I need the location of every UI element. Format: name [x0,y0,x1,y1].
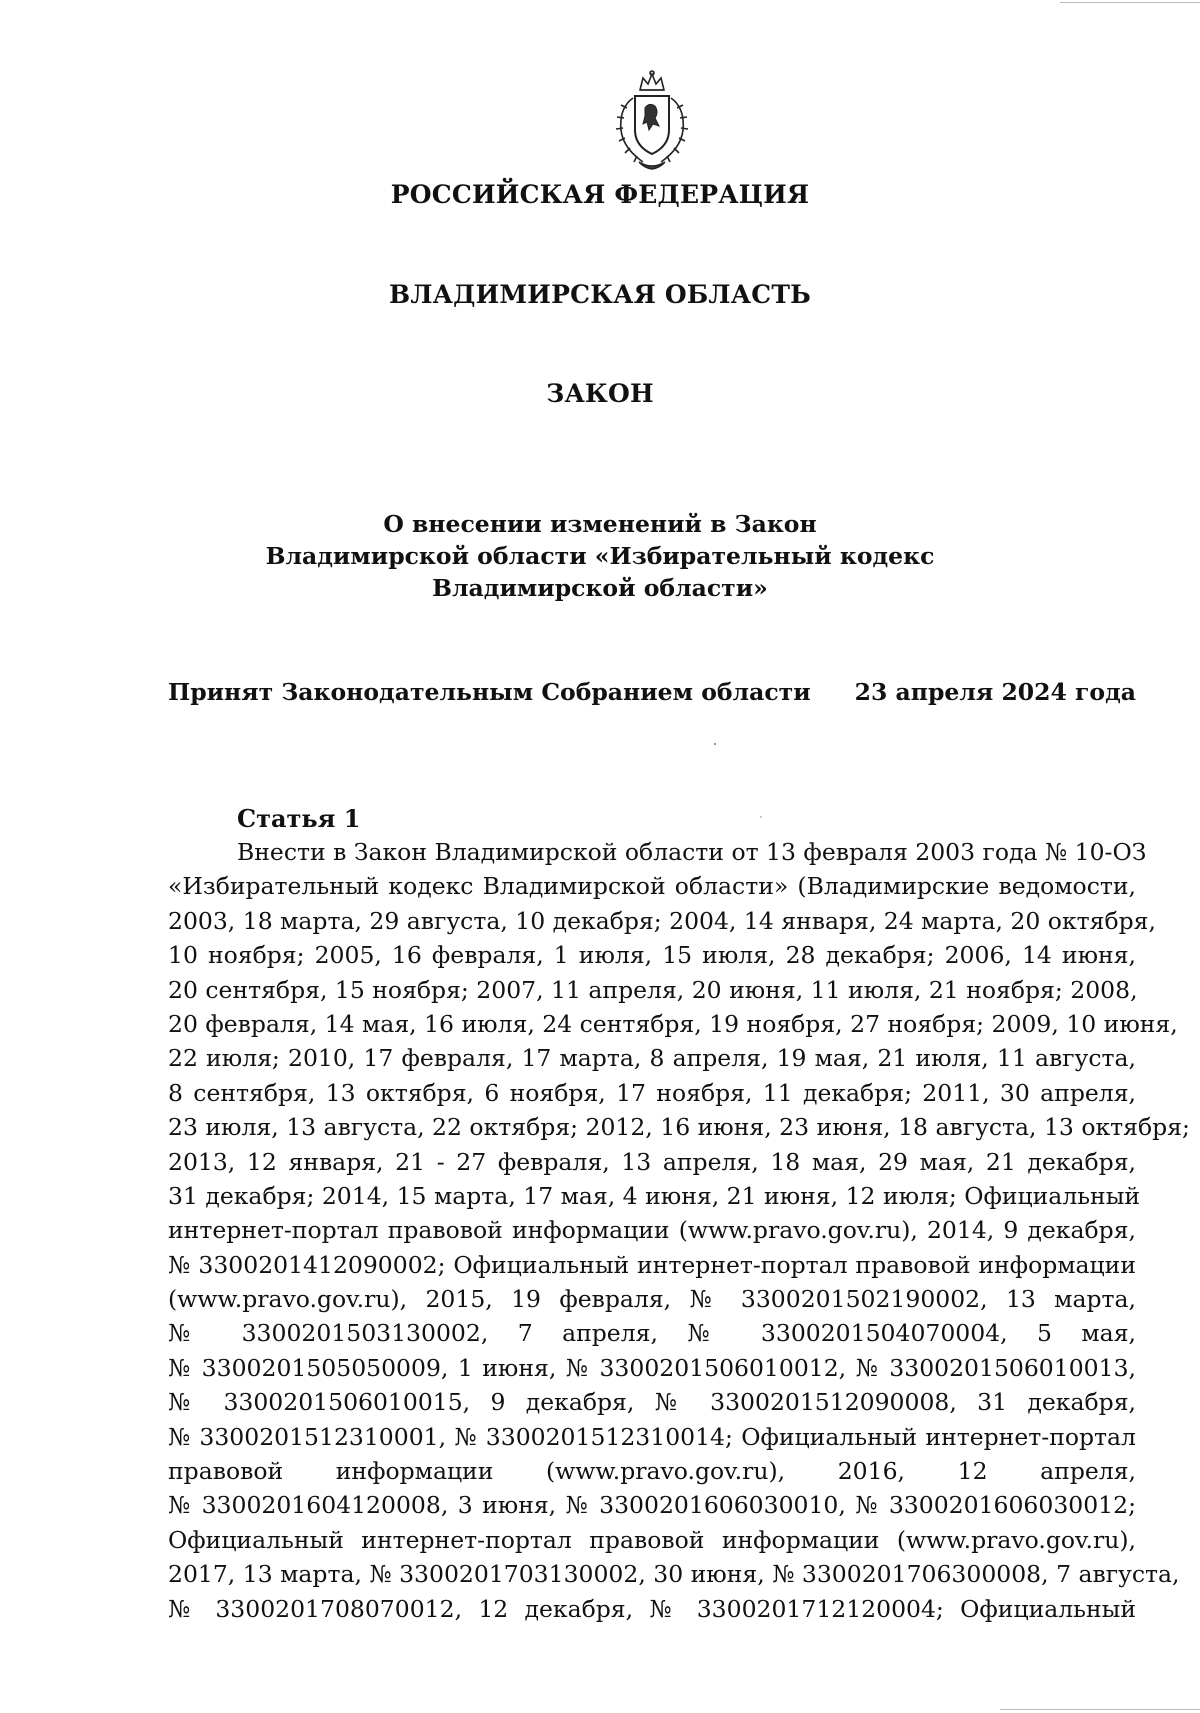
article-text-line: № 3300201505050009, 1 июня, № 3300201506010012, № 3300201506010013, [168,1353,1136,1382]
article-text-line: № 3300201503130002, 7 апреля, № 3300201504070004, 5 мая, [168,1319,1136,1348]
adoption-label: Принят Законодательным Собранием области [168,678,811,706]
law-title-line: Владимирской области» [432,574,768,602]
scan-edge-mark [1060,2,1200,3]
scan-speck [714,743,716,745]
article-text-line: № 3300201708070012, 12 декабря, № 3300201712120004; Официальный [168,1594,1136,1623]
scan-edge-mark [1000,1709,1200,1710]
article-text-line: № 3300201604120008, 3 июня, № 3300201606030010, № 3300201606030012; [168,1491,1136,1520]
article-text-line: Внести в Закон Владимирской области от 13 февраля 2003 года № 10-ОЗ [237,838,1147,866]
country-heading: РОССИЙСКАЯ ФЕДЕРАЦИЯ [390,180,810,209]
adoption-row [168,676,1136,708]
document-type-heading: ЗАКОН [546,379,654,408]
scan-speck [760,816,762,818]
article-text-line: 23 июля, 13 августа, 22 октября; 2012, 16 июня, 23 июня, 18 августа, 13 октября; [168,1113,1190,1142]
article-text-line: 8 сентября, 13 октября, 6 ноября, 17 ноября, 11 декабря; 2011, 30 апреля, [168,1078,1136,1107]
region-heading: ВЛАДИМИРСКАЯ ОБЛАСТЬ [388,280,812,309]
article-text-line: правовой информации (www.pravo.gov.ru), 2016, 12 апреля, [168,1457,1136,1486]
article-text-line: № 3300201506010015, 9 декабря, № 3300201512090008, 31 декабря, [168,1388,1136,1417]
article-text-line: № 3300201412090002; Официальный интернет-портал правовой информации [168,1250,1136,1279]
law-title [0,508,1200,604]
article-body [168,835,1190,1626]
law-title-line: Владимирской области «Избирательный кодекс [265,542,935,570]
article-heading: Статья 1 [237,804,361,833]
coat-of-arms-icon [605,68,699,174]
article-text-line: Официальный интернет-портал правовой информации (www.pravo.gov.ru), [168,1525,1136,1554]
adoption-date: 23 апреля 2024 года [854,678,1136,706]
article-text-line: 22 июля; 2010, 17 февраля, 17 марта, 8 апреля, 19 мая, 21 июля, 11 августа, [168,1044,1136,1073]
article-text-line: 31 декабря; 2014, 15 марта, 17 мая, 4 июня, 21 июня, 12 июля; Официальный [168,1181,1141,1210]
article-text-line: 2017, 13 марта, № 3300201703130002, 30 июня, № 3300201706300008, 7 августа, [168,1560,1180,1589]
article-text-line: № 3300201512310001, № 3300201512310014; Официальный интернет-портал [168,1422,1136,1451]
article-text-line: 2003, 18 марта, 29 августа, 10 декабря; 2004, 14 января, 24 марта, 20 октября, [168,906,1156,935]
article-text-line: интернет-портал правовой информации (www.pravo.gov.ru), 2014, 9 декабря, [168,1216,1136,1245]
article-text-line: 2013, 12 января, 21 - 27 февраля, 13 апреля, 18 мая, 29 мая, 21 декабря, [168,1147,1136,1176]
article-text-line: 20 февраля, 14 мая, 16 июля, 24 сентября, 19 ноября, 27 ноября; 2009, 10 июня, [168,1009,1178,1038]
article-text-line: 20 сентября, 15 ноября; 2007, 11 апреля, 20 июня, 11 июля, 21 ноября; 2008, [168,975,1138,1004]
law-title-line: О внесении изменений в Закон [383,510,817,538]
article-text-line: (www.pravo.gov.ru), 2015, 19 февраля, № 3300201502190002, 13 марта, [168,1285,1136,1314]
article-text-line: 10 ноября; 2005, 16 февраля, 1 июля, 15 июля, 28 декабря; 2006, 14 июня, [168,941,1136,970]
article-text-line: «Избирательный кодекс Владимирской области» (Владимирские ведомости, [168,872,1136,901]
